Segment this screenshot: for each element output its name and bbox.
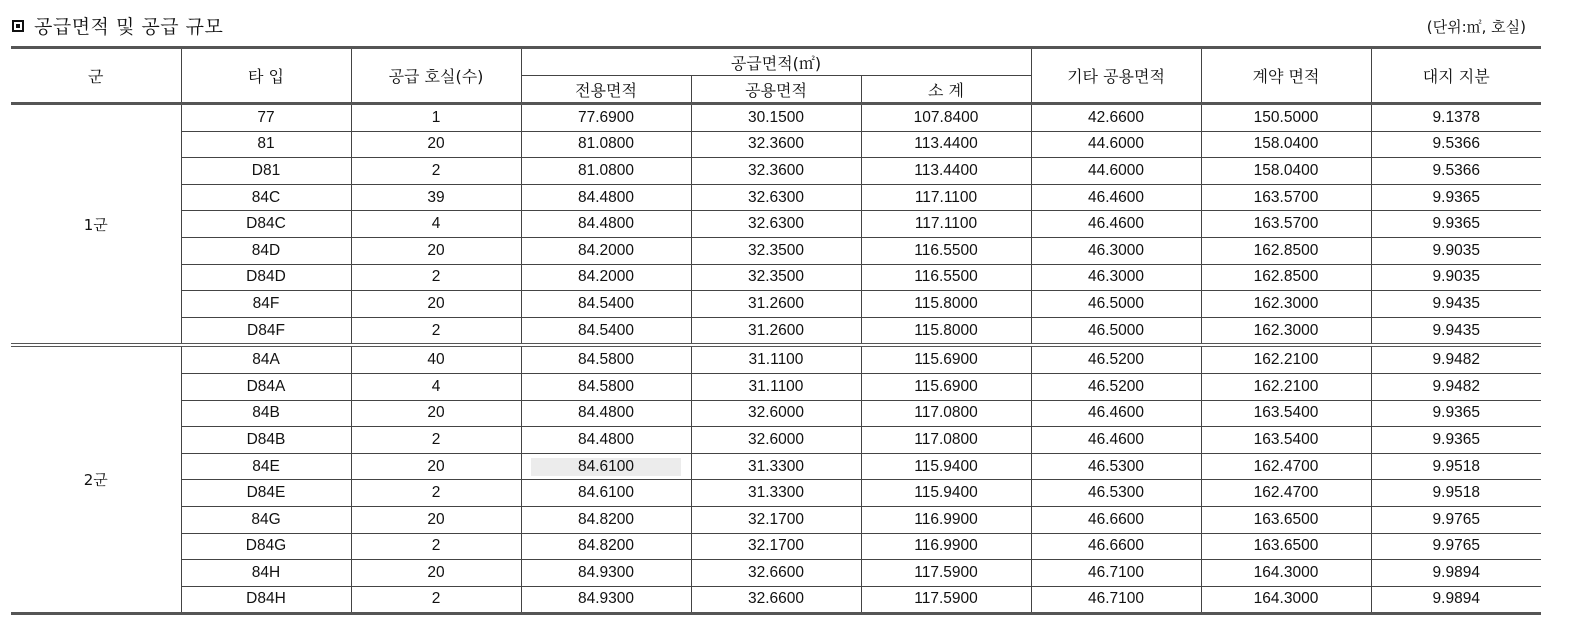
cell-supply-units: 1 xyxy=(351,104,521,132)
cell-other-common-area: 46.4600 xyxy=(1031,211,1201,238)
cell-subtotal: 113.4400 xyxy=(861,131,1031,158)
table-row xyxy=(11,264,1541,291)
cell-supply-units: 20 xyxy=(351,131,521,158)
cell-subtotal: 117.0800 xyxy=(861,400,1031,427)
cell-common-area: 31.2600 xyxy=(691,317,861,345)
cell-contract-area: 162.4700 xyxy=(1201,480,1371,507)
table-row xyxy=(11,104,1541,132)
cell-type: D84E xyxy=(181,480,351,507)
table-row xyxy=(11,373,1541,400)
cell-exclusive-area: 77.6900 xyxy=(521,104,691,132)
cell-contract-area: 164.3000 xyxy=(1201,560,1371,587)
cell-supply-units: 20 xyxy=(351,453,521,480)
cell-contract-area: 162.3000 xyxy=(1201,317,1371,345)
cell-land-share: 9.9518 xyxy=(1371,480,1541,507)
cell-subtotal: 115.6900 xyxy=(861,345,1031,373)
col-header-type: 타 입 xyxy=(181,48,351,104)
cell-exclusive-area: 84.5800 xyxy=(521,345,691,373)
cell-subtotal: 107.8400 xyxy=(861,104,1031,132)
cell-type: 81 xyxy=(181,131,351,158)
col-header-exclusive-area: 전용면적 xyxy=(521,76,691,104)
cell-exclusive-area: 84.2000 xyxy=(521,264,691,291)
cell-common-area: 32.6000 xyxy=(691,400,861,427)
cell-other-common-area: 46.6600 xyxy=(1031,506,1201,533)
table-row xyxy=(11,131,1541,158)
cell-common-area: 32.3500 xyxy=(691,264,861,291)
col-header-common-area: 공용면적 xyxy=(691,76,861,104)
cell-type: D84F xyxy=(181,317,351,345)
cell-subtotal: 116.5500 xyxy=(861,264,1031,291)
cell-common-area: 32.3600 xyxy=(691,131,861,158)
cell-other-common-area: 46.5000 xyxy=(1031,291,1201,318)
cell-supply-units: 40 xyxy=(351,345,521,373)
cell-other-common-area: 46.3000 xyxy=(1031,237,1201,264)
cell-type: D84G xyxy=(181,533,351,560)
cell-contract-area: 162.4700 xyxy=(1201,453,1371,480)
cell-supply-units: 4 xyxy=(351,373,521,400)
col-header-other-common-area: 기타 공용면적 xyxy=(1031,48,1201,104)
cell-type: D84A xyxy=(181,373,351,400)
cell-exclusive-area: 84.5400 xyxy=(521,291,691,318)
cell-common-area: 32.3600 xyxy=(691,158,861,185)
cell-type: 84H xyxy=(181,560,351,587)
cell-group: 1군 xyxy=(11,104,181,346)
cell-type: 84C xyxy=(181,184,351,211)
cell-land-share: 9.9365 xyxy=(1371,184,1541,211)
table-row xyxy=(11,586,1541,614)
cell-other-common-area: 42.6600 xyxy=(1031,104,1201,132)
cell-supply-units: 2 xyxy=(351,317,521,345)
cell-other-common-area: 46.7100 xyxy=(1031,560,1201,587)
cell-contract-area: 158.0400 xyxy=(1201,158,1371,185)
cell-common-area: 31.3300 xyxy=(691,480,861,507)
cell-land-share: 9.9435 xyxy=(1371,317,1541,345)
cell-type: D81 xyxy=(181,158,351,185)
cell-supply-units: 2 xyxy=(351,586,521,614)
table-row xyxy=(11,427,1541,454)
cell-contract-area: 162.8500 xyxy=(1201,264,1371,291)
cell-subtotal: 117.0800 xyxy=(861,427,1031,454)
cell-land-share: 9.9365 xyxy=(1371,211,1541,238)
cell-exclusive-area xyxy=(521,453,691,480)
cell-land-share: 9.9482 xyxy=(1371,345,1541,373)
cell-other-common-area: 46.5300 xyxy=(1031,480,1201,507)
cell-contract-area: 162.2100 xyxy=(1201,373,1371,400)
cell-exclusive-area: 84.6100 xyxy=(521,480,691,507)
cell-exclusive-area: 84.2000 xyxy=(521,237,691,264)
cell-land-share: 9.1378 xyxy=(1371,104,1541,132)
cell-common-area: 32.6600 xyxy=(691,560,861,587)
cell-supply-units: 20 xyxy=(351,560,521,587)
cell-land-share: 9.9435 xyxy=(1371,291,1541,318)
cell-exclusive-area: 81.0800 xyxy=(521,158,691,185)
cell-exclusive-area: 84.9300 xyxy=(521,560,691,587)
cell-contract-area: 150.5000 xyxy=(1201,104,1371,132)
cell-contract-area: 163.6500 xyxy=(1201,506,1371,533)
table-body xyxy=(11,104,1541,614)
cell-subtotal: 115.9400 xyxy=(861,453,1031,480)
cell-supply-units: 2 xyxy=(351,427,521,454)
col-header-subtotal: 소 계 xyxy=(861,76,1031,104)
cell-type: D84B xyxy=(181,427,351,454)
col-header-supply-area: 공급면적(㎡) xyxy=(521,48,1031,76)
cell-other-common-area: 44.6000 xyxy=(1031,131,1201,158)
table-row xyxy=(11,237,1541,264)
cell-contract-area: 163.5400 xyxy=(1201,427,1371,454)
cell-exclusive-area: 84.5800 xyxy=(521,373,691,400)
cell-other-common-area: 46.5300 xyxy=(1031,453,1201,480)
cell-type: 84B xyxy=(181,400,351,427)
cell-land-share: 9.9035 xyxy=(1371,264,1541,291)
cell-subtotal: 115.8000 xyxy=(861,291,1031,318)
cell-contract-area: 163.5400 xyxy=(1201,400,1371,427)
cell-common-area: 31.1100 xyxy=(691,345,861,373)
cell-common-area: 31.2600 xyxy=(691,291,861,318)
cell-other-common-area: 46.4600 xyxy=(1031,184,1201,211)
cell-exclusive-area: 84.9300 xyxy=(521,586,691,614)
col-header-land-share: 대지 지분 xyxy=(1371,48,1541,104)
cell-subtotal: 115.6900 xyxy=(861,373,1031,400)
cell-land-share: 9.5366 xyxy=(1371,158,1541,185)
cell-contract-area: 163.5700 xyxy=(1201,211,1371,238)
cell-land-share: 9.9482 xyxy=(1371,373,1541,400)
cell-other-common-area: 46.3000 xyxy=(1031,264,1201,291)
section-title-text: 공급면적 및 공급 규모 xyxy=(34,16,224,38)
cell-land-share: 9.9765 xyxy=(1371,533,1541,560)
col-header-group: 군 xyxy=(11,48,181,104)
cell-type: D84D xyxy=(181,264,351,291)
cell-contract-area: 162.3000 xyxy=(1201,291,1371,318)
cell-supply-units: 20 xyxy=(351,237,521,264)
cell-type: 84E xyxy=(181,453,351,480)
highlighted-value: 84.6100 xyxy=(531,458,681,476)
cell-supply-units: 2 xyxy=(351,480,521,507)
cell-subtotal: 115.9400 xyxy=(861,480,1031,507)
table-row xyxy=(11,560,1541,587)
col-header-contract-area: 계약 면적 xyxy=(1201,48,1371,104)
cell-contract-area: 162.8500 xyxy=(1201,237,1371,264)
cell-subtotal: 117.5900 xyxy=(861,560,1031,587)
cell-supply-units: 20 xyxy=(351,506,521,533)
cell-other-common-area: 46.5000 xyxy=(1031,317,1201,345)
cell-land-share: 9.9894 xyxy=(1371,560,1541,587)
cell-contract-area: 162.2100 xyxy=(1201,345,1371,373)
col-header-supply-units: 공급 호실(수) xyxy=(351,48,521,104)
cell-common-area: 32.6600 xyxy=(691,586,861,614)
cell-subtotal: 116.5500 xyxy=(861,237,1031,264)
unit-note: (단위:㎡, 호실) xyxy=(1426,18,1526,36)
cell-subtotal: 116.9900 xyxy=(861,533,1031,560)
cell-contract-area: 158.0400 xyxy=(1201,131,1371,158)
cell-supply-units: 4 xyxy=(351,211,521,238)
cell-contract-area: 164.3000 xyxy=(1201,586,1371,614)
cell-exclusive-area: 84.5400 xyxy=(521,317,691,345)
square-bullet-icon xyxy=(12,20,24,32)
cell-type: D84C xyxy=(181,211,351,238)
cell-exclusive-area: 81.0800 xyxy=(521,131,691,158)
cell-type: D84H xyxy=(181,586,351,614)
cell-land-share: 9.9894 xyxy=(1371,586,1541,614)
cell-land-share: 9.9765 xyxy=(1371,506,1541,533)
cell-other-common-area: 46.5200 xyxy=(1031,373,1201,400)
cell-supply-units: 20 xyxy=(351,291,521,318)
cell-supply-units: 2 xyxy=(351,264,521,291)
table-row xyxy=(11,184,1541,211)
cell-supply-units: 39 xyxy=(351,184,521,211)
cell-supply-units: 2 xyxy=(351,158,521,185)
cell-subtotal: 117.5900 xyxy=(861,586,1031,614)
cell-common-area: 32.3500 xyxy=(691,237,861,264)
cell-exclusive-area: 84.4800 xyxy=(521,400,691,427)
cell-land-share: 9.9365 xyxy=(1371,427,1541,454)
section-title xyxy=(12,12,223,39)
cell-other-common-area: 46.5200 xyxy=(1031,345,1201,373)
table-row xyxy=(11,506,1541,533)
cell-type: 84D xyxy=(181,237,351,264)
cell-exclusive-area: 84.8200 xyxy=(521,533,691,560)
cell-common-area: 32.6300 xyxy=(691,211,861,238)
table-row xyxy=(11,480,1541,507)
table-row xyxy=(11,400,1541,427)
table-caption xyxy=(12,10,1542,40)
cell-land-share: 9.9518 xyxy=(1371,453,1541,480)
table-row xyxy=(11,291,1541,318)
cell-other-common-area: 46.4600 xyxy=(1031,427,1201,454)
cell-common-area: 32.1700 xyxy=(691,506,861,533)
cell-exclusive-area: 84.4800 xyxy=(521,427,691,454)
cell-common-area: 31.1100 xyxy=(691,373,861,400)
cell-common-area: 30.1500 xyxy=(691,104,861,132)
table-header xyxy=(11,48,1541,104)
table-row xyxy=(11,345,1541,373)
cell-contract-area: 163.5700 xyxy=(1201,184,1371,211)
cell-type: 84A xyxy=(181,345,351,373)
cell-supply-units: 20 xyxy=(351,400,521,427)
cell-contract-area: 163.6500 xyxy=(1201,533,1371,560)
cell-subtotal: 117.1100 xyxy=(861,184,1031,211)
cell-subtotal: 117.1100 xyxy=(861,211,1031,238)
cell-common-area: 32.6300 xyxy=(691,184,861,211)
cell-land-share: 9.9035 xyxy=(1371,237,1541,264)
cell-type: 77 xyxy=(181,104,351,132)
cell-land-share: 9.5366 xyxy=(1371,131,1541,158)
cell-type: 84G xyxy=(181,506,351,533)
table-row xyxy=(11,533,1541,560)
cell-type: 84F xyxy=(181,291,351,318)
cell-other-common-area: 46.6600 xyxy=(1031,533,1201,560)
cell-subtotal: 115.8000 xyxy=(861,317,1031,345)
table-row xyxy=(11,211,1541,238)
cell-subtotal: 116.9900 xyxy=(861,506,1031,533)
cell-exclusive-area: 84.8200 xyxy=(521,506,691,533)
cell-subtotal: 113.4400 xyxy=(861,158,1031,185)
table-row xyxy=(11,158,1541,185)
cell-common-area: 32.6000 xyxy=(691,427,861,454)
cell-land-share: 9.9365 xyxy=(1371,400,1541,427)
cell-exclusive-area: 84.4800 xyxy=(521,211,691,238)
supply-area-table xyxy=(11,46,1541,615)
table-row xyxy=(11,453,1541,480)
cell-group: 2군 xyxy=(11,345,181,613)
cell-common-area: 32.1700 xyxy=(691,533,861,560)
cell-supply-units: 2 xyxy=(351,533,521,560)
cell-common-area: 31.3300 xyxy=(691,453,861,480)
cell-exclusive-area: 84.4800 xyxy=(521,184,691,211)
cell-other-common-area: 46.7100 xyxy=(1031,586,1201,614)
cell-other-common-area: 44.6000 xyxy=(1031,158,1201,185)
table-row xyxy=(11,317,1541,345)
cell-other-common-area: 46.4600 xyxy=(1031,400,1201,427)
